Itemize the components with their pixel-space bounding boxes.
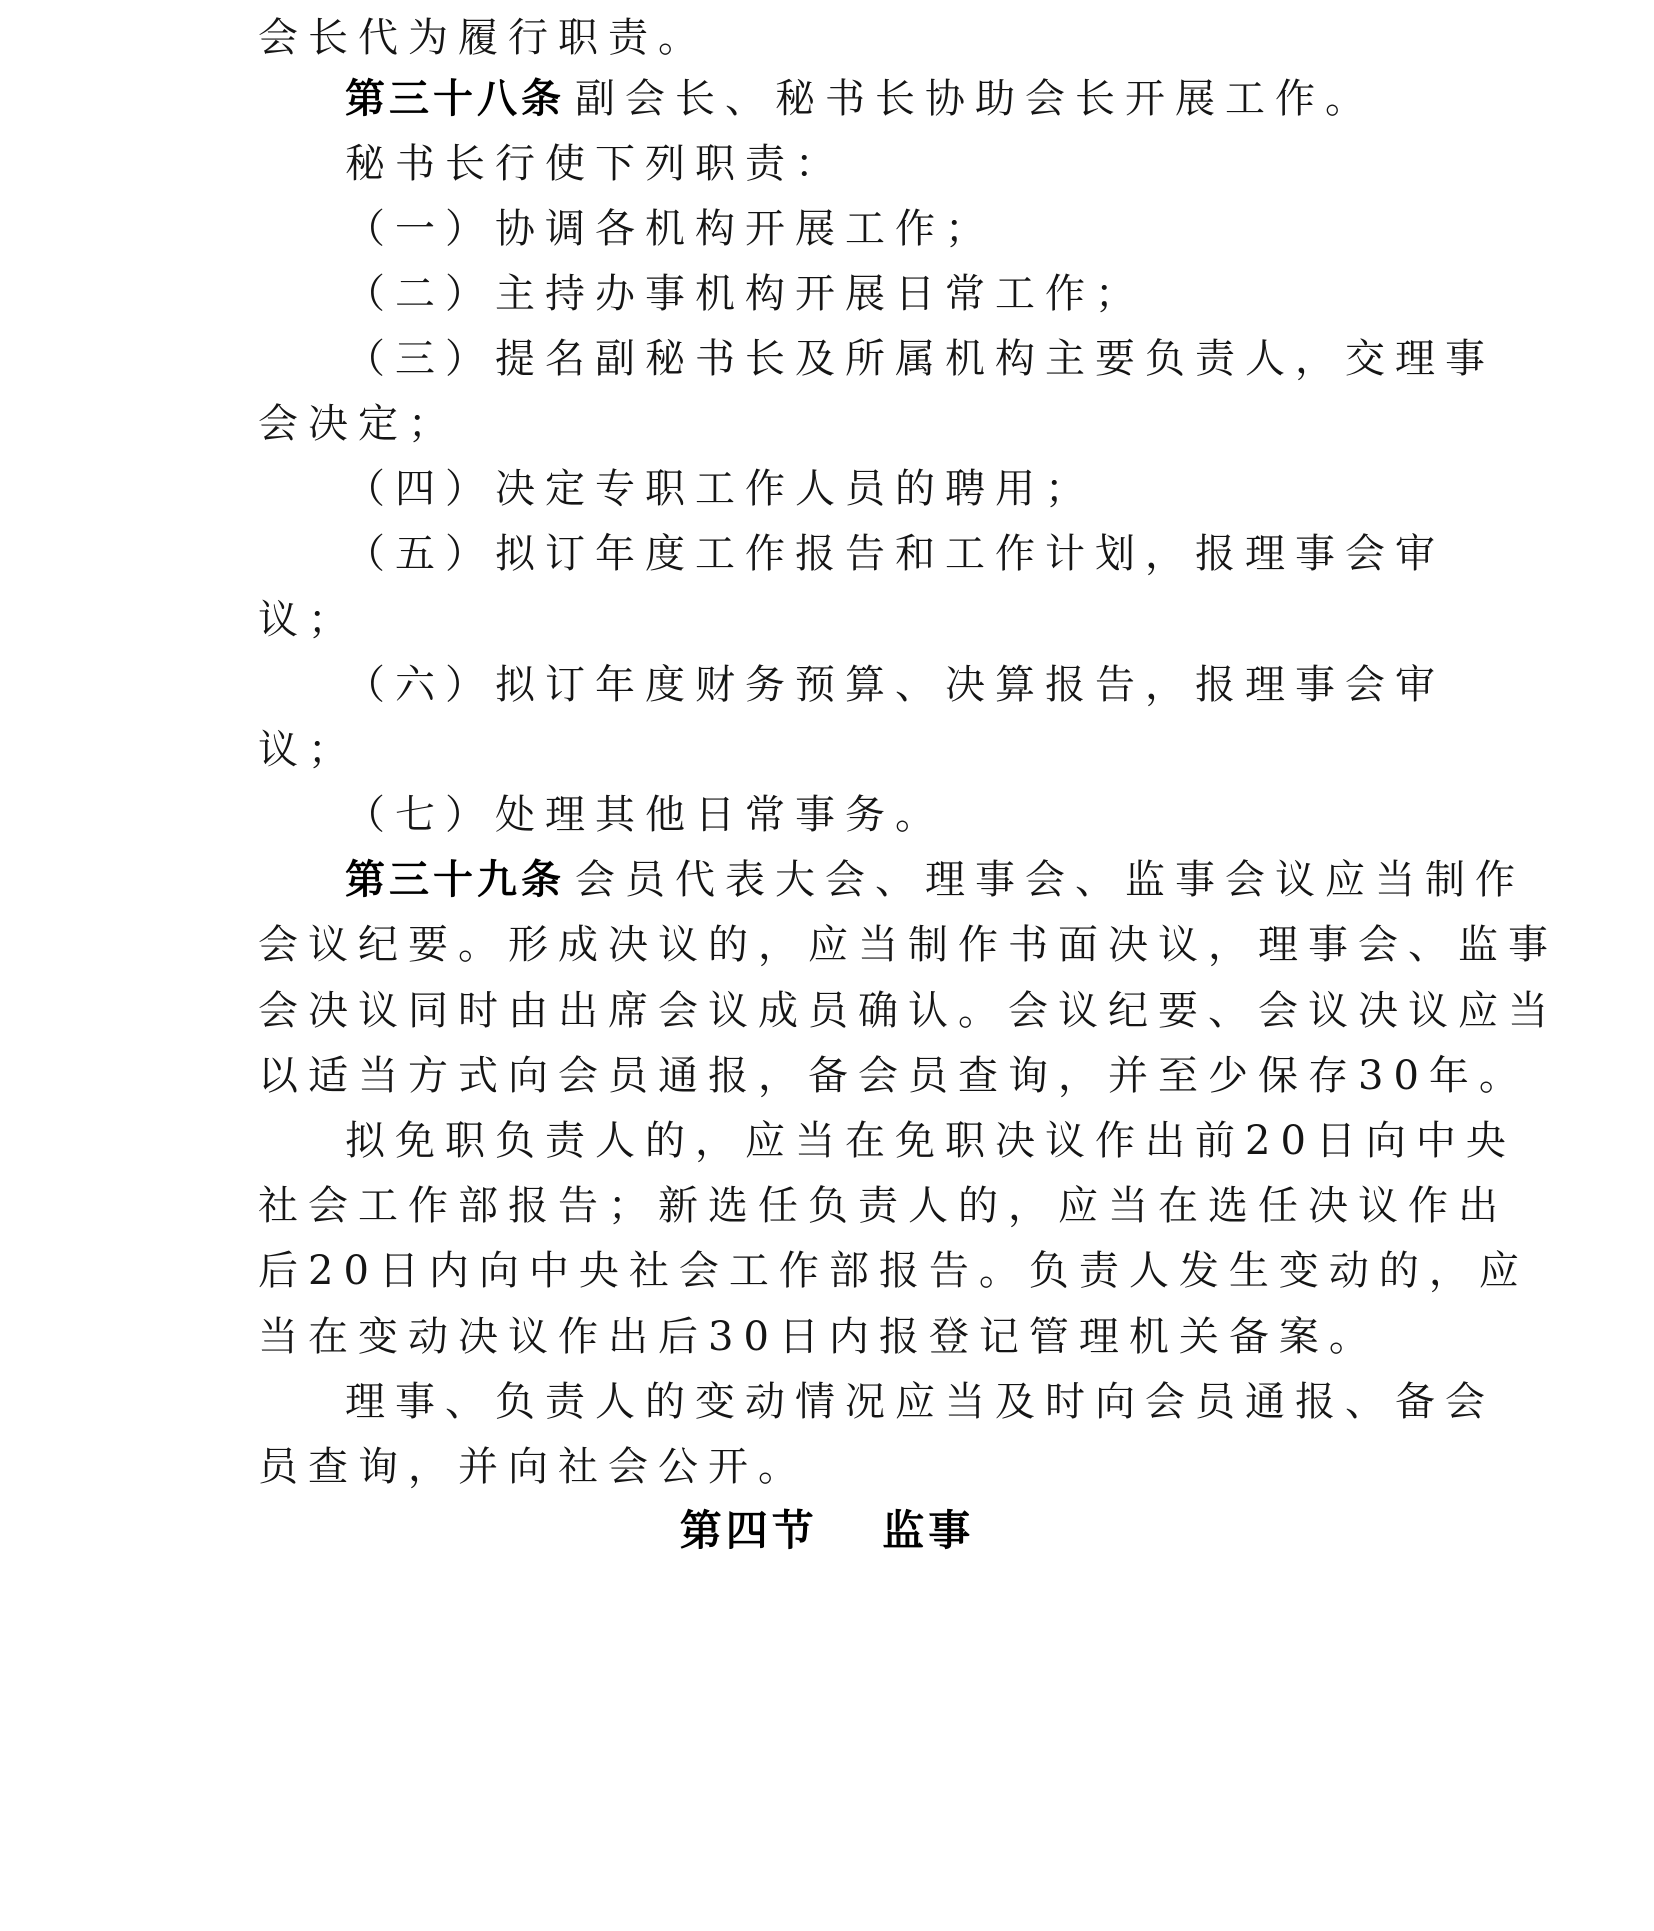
list-item	[0, 461, 1654, 517]
section-title: 第四节 监事	[679, 1506, 975, 1555]
line-text: 理事、负责人的变动情况应当及时向会员通报、备会	[345, 1379, 1495, 1425]
line-text: 以适当方式向会员通报，备会员查询，并至少保存30年。	[258, 1053, 1529, 1099]
paragraph-line	[0, 1309, 1654, 1365]
line-text: （一）协调各机构开展工作；	[345, 206, 995, 252]
line-text: 当在变动决议作出后30日内报登记管理机关备案。	[258, 1314, 1379, 1360]
line-text: 议；	[258, 727, 358, 773]
paragraph-line	[0, 1113, 1654, 1169]
paragraph-line	[0, 1048, 1654, 1104]
line-text: 会议纪要。形成决议的，应当制作书面决议，理事会、监事	[258, 922, 1558, 968]
list-item-continuation	[0, 592, 1654, 648]
line-text: 员查询，并向社会公开。	[258, 1444, 808, 1490]
paragraph-line	[0, 10, 1654, 66]
line-text: 会决议同时由出席会议成员确认。会议纪要、会议决议应当	[258, 988, 1558, 1034]
line-text: 会决定；	[258, 401, 458, 447]
paragraph-line	[0, 983, 1654, 1039]
article-label: 第三十九条	[345, 857, 565, 903]
list-item	[0, 526, 1654, 582]
list-item	[0, 787, 1654, 843]
line-text: 会员代表大会、理事会、监事会议应当制作	[575, 857, 1525, 903]
paragraph-line	[0, 136, 1654, 192]
article-39-line	[0, 852, 1654, 908]
line-text: （二）主持办事机构开展日常工作；	[345, 271, 1145, 317]
paragraph-line	[0, 1439, 1654, 1495]
line-text: 副会长、秘书长协助会长开展工作。	[575, 76, 1375, 122]
paragraph-line	[0, 1178, 1654, 1234]
line-text: （四）决定专职工作人员的聘用；	[345, 466, 1095, 512]
line-text: 后20日内向中央社会工作部报告。负责人发生变动的，应	[258, 1248, 1529, 1294]
list-item-continuation	[0, 722, 1654, 778]
line-text: （五）拟订年度工作报告和工作计划，报理事会审	[345, 531, 1445, 577]
list-item	[0, 331, 1654, 387]
line-text: （三）提名副秘书长及所属机构主要负责人，交理事	[345, 336, 1495, 382]
line-text: （七）处理其他日常事务。	[345, 792, 945, 838]
paragraph-line	[0, 1374, 1654, 1430]
paragraph-line	[0, 917, 1654, 973]
article-38-line	[0, 71, 1654, 127]
line-text: 社会工作部报告；新选任负责人的，应当在选任决议作出	[258, 1183, 1508, 1229]
list-item	[0, 266, 1654, 322]
line-text: 议；	[258, 597, 358, 643]
line-text: 拟免职负责人的，应当在免职决议作出前20日向中央	[345, 1118, 1516, 1164]
line-text: 秘书长行使下列职责：	[345, 141, 845, 187]
list-item	[0, 657, 1654, 713]
list-item-continuation	[0, 396, 1654, 452]
article-label: 第三十八条	[345, 76, 565, 122]
list-item	[0, 201, 1654, 257]
line-text: 会长代为履行职责。	[258, 15, 708, 61]
paragraph-line	[0, 1243, 1654, 1299]
line-text: （六）拟订年度财务预算、决算报告，报理事会审	[345, 662, 1445, 708]
